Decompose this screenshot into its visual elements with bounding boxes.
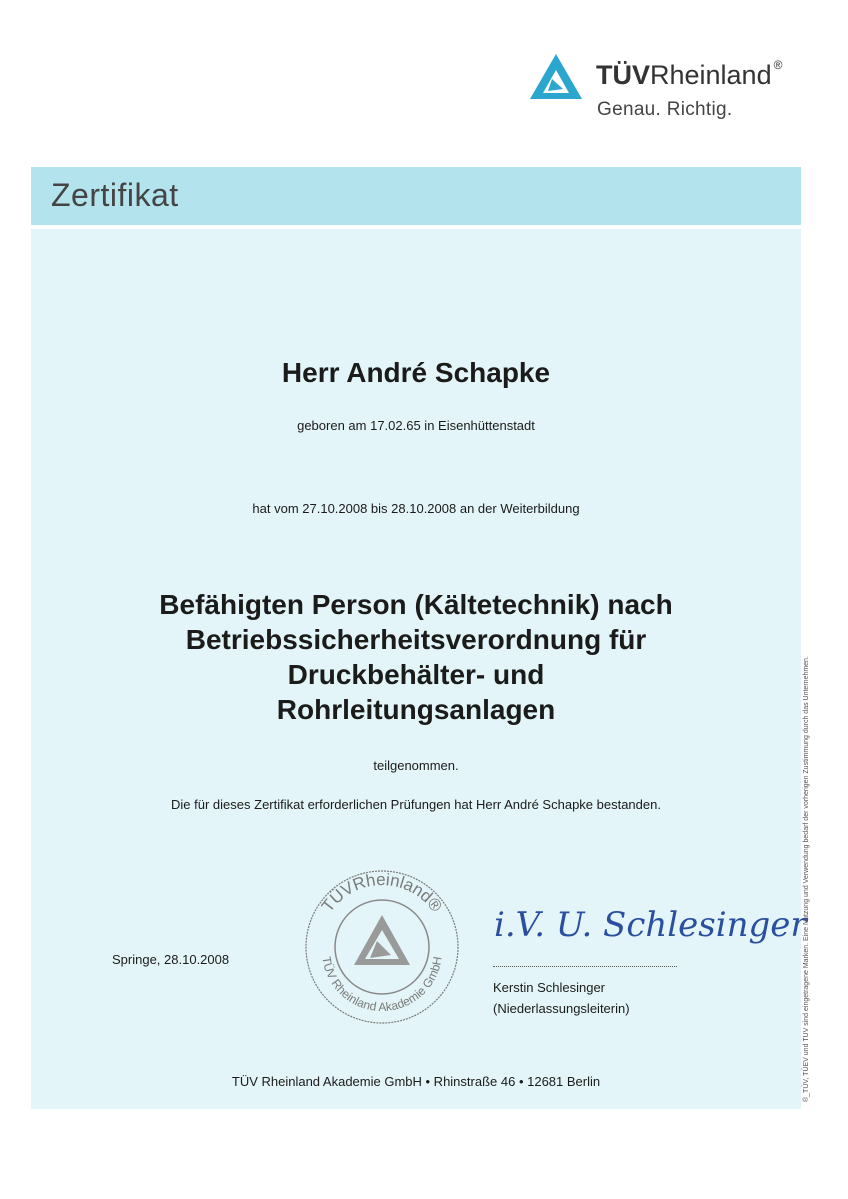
issuer-address: TÜV Rheinland Akademie GmbH • Rhinstraße 46 • 12681 Berlin <box>231 1074 601 1089</box>
course-title-line: Betriebssicherheitsverordnung für <box>185 624 647 655</box>
svg-text:i.V. U. Schlesinger: i.V. U. Schlesinger <box>494 905 807 945</box>
signature-line <box>493 966 677 967</box>
logo-slogan: Genau. Richtig. <box>597 99 733 120</box>
place-and-date: Springe, 28.10.2008 <box>112 952 230 967</box>
signer-block <box>493 977 630 1019</box>
exam-passed-statement: Die für dieses Zertifikat erforderlichen Prüfungen hat Herr André Schapke bestanden. <box>171 797 661 812</box>
participation-statement: teilgenommen. <box>373 758 459 773</box>
training-period: hat vom 27.10.2008 bis 28.10.2008 an der Weiterbildung <box>252 501 580 516</box>
certificate-title: Zertifikat <box>51 177 179 213</box>
signer-role: (Niederlassungsleiterin) <box>493 1001 630 1016</box>
tuv-rheinland-logo <box>528 52 818 132</box>
svg-text:TÜVRheinland®: TÜVRheinland® <box>317 869 446 916</box>
trademark-side-note: ®_TÜV, TÜEV und TUV sind eingetragene Marken. Eine Nutzung und Verwendung bedarf der vorherigen Zustimmung durch das Unternehmen. <box>803 656 810 1102</box>
tuv-triangle-icon <box>528 52 584 102</box>
course-title-line: Rohrleitungsanlagen <box>276 694 556 725</box>
logo-brand-text: TÜVRheinland ® <box>596 58 783 90</box>
course-title-line: Befähigten Person (Kältetechnik) nach <box>159 589 673 620</box>
course-title <box>31 587 801 727</box>
certificate-header-band <box>31 167 801 225</box>
tuv-akademie-seal <box>298 867 466 1027</box>
course-title-line: Druckbehälter- und <box>287 659 545 690</box>
birth-info: geboren am 17.02.65 in Eisenhüttenstadt <box>297 418 535 433</box>
handwritten-signature <box>488 884 807 954</box>
recipient-name: Herr André Schapke <box>281 357 551 388</box>
svg-text:TÜV Rheinland Akademie GmbH: TÜV Rheinland Akademie GmbH <box>319 955 445 1015</box>
signer-name: Kerstin Schlesinger <box>493 980 605 995</box>
